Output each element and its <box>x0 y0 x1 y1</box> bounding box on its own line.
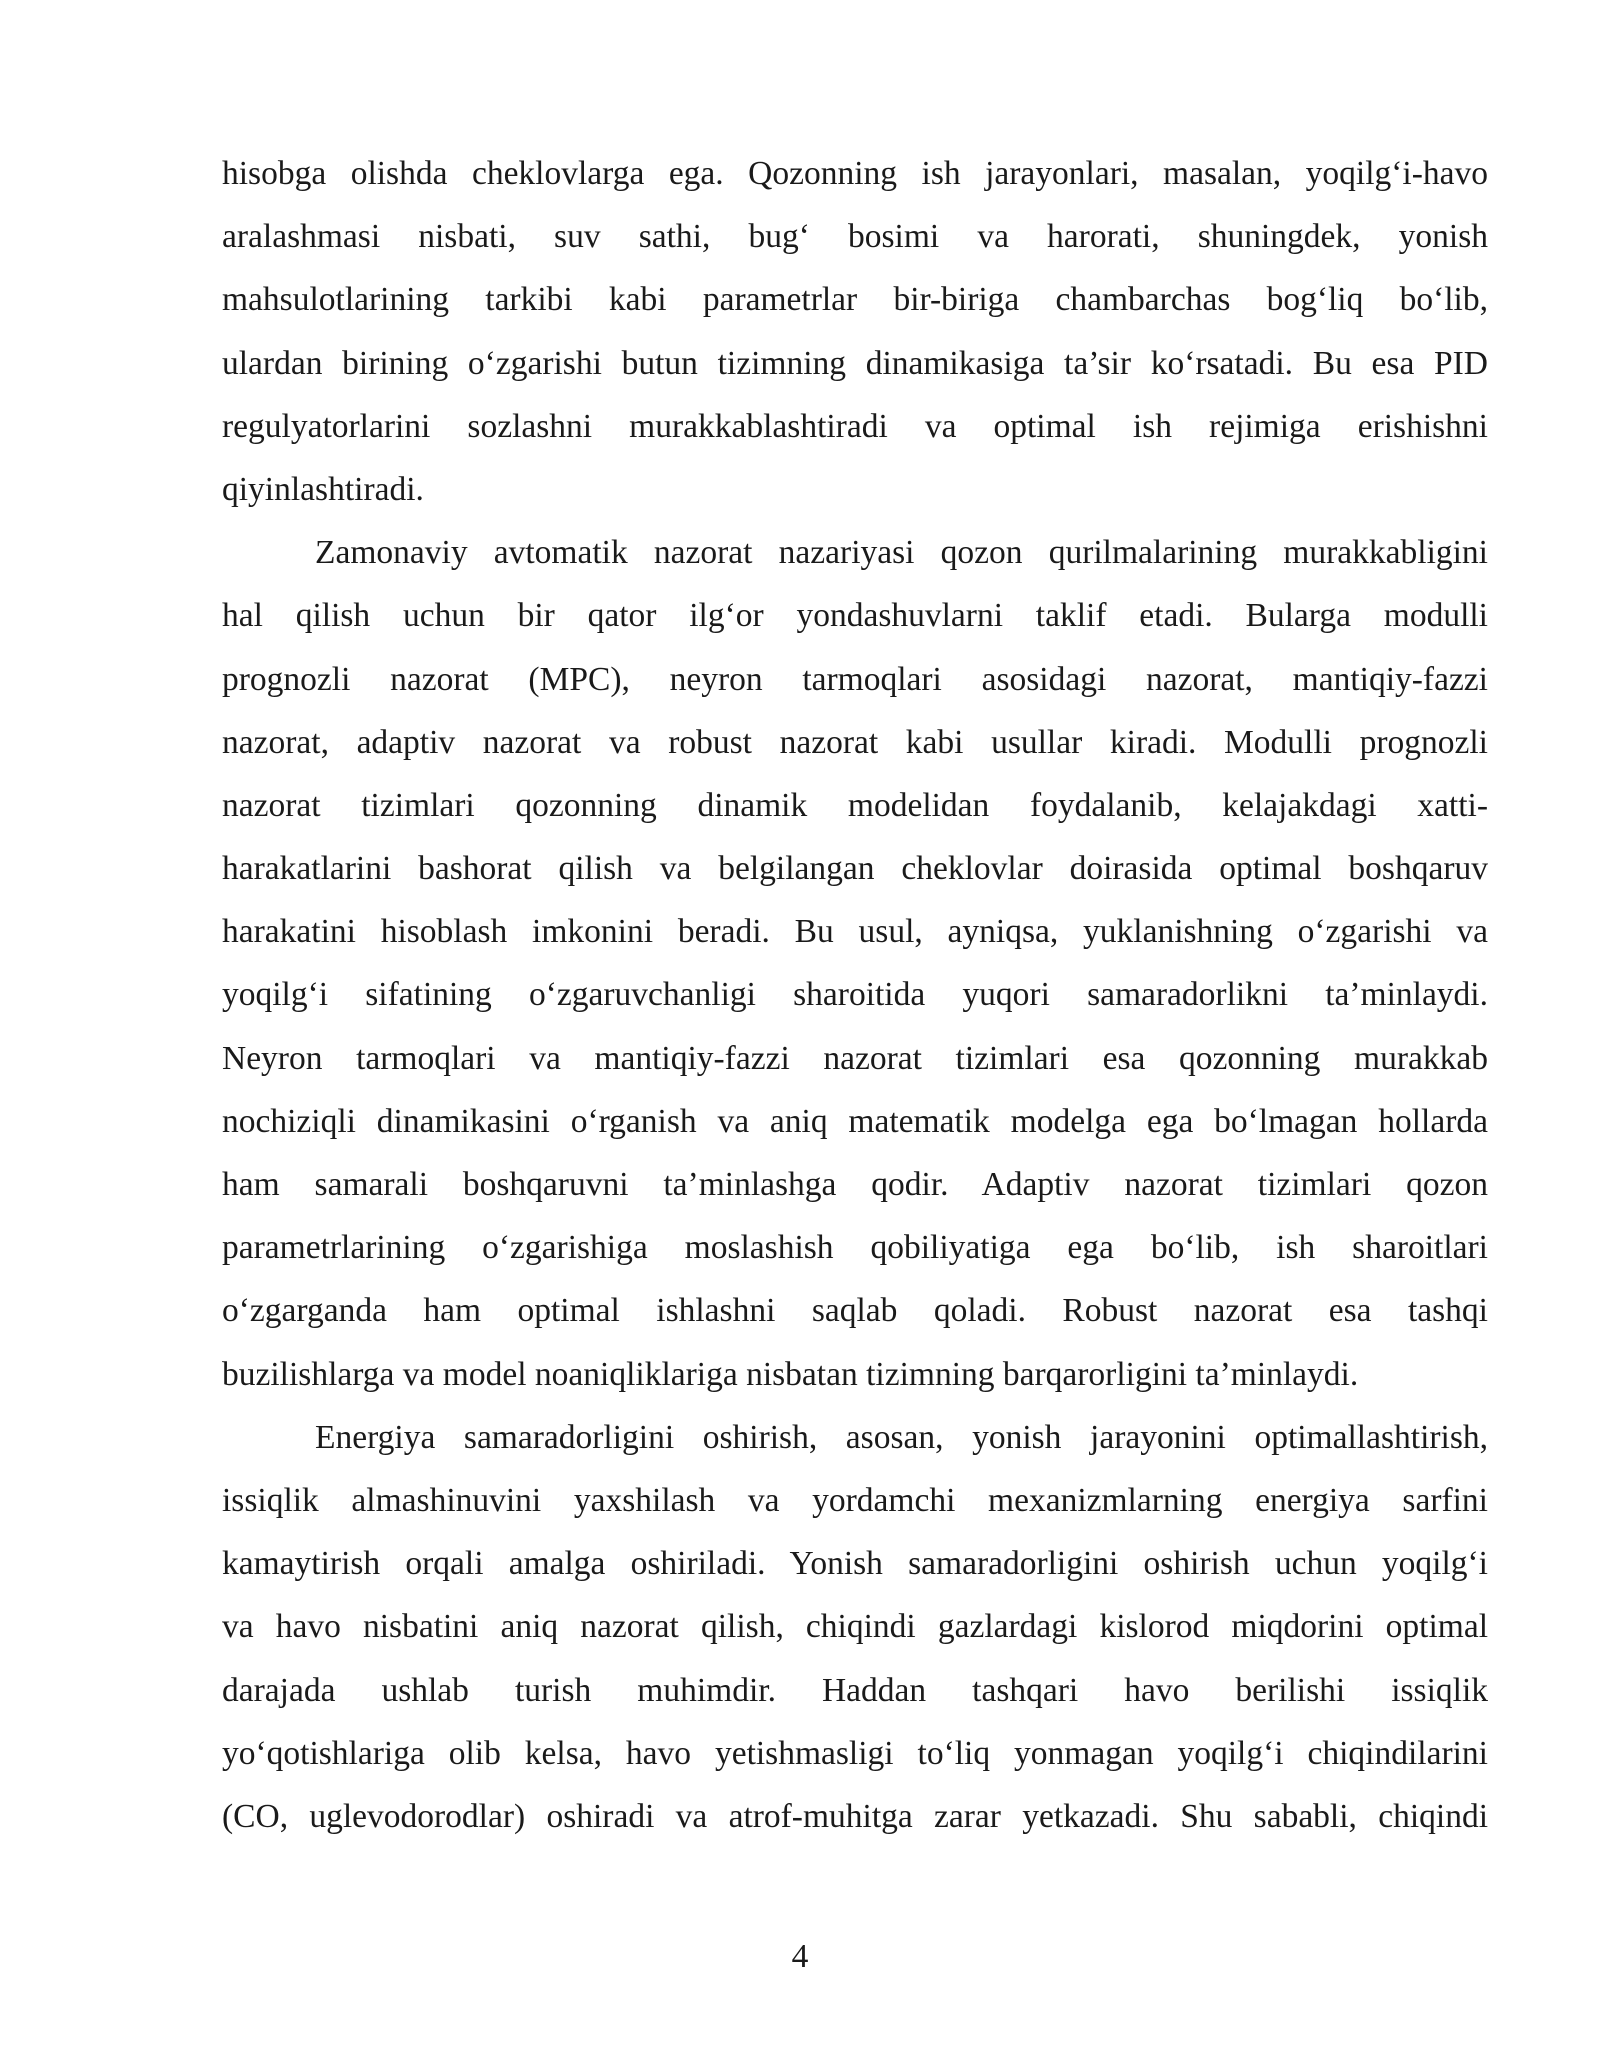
paragraph-first-line: Zamonaviy avtomatik nazorat nazariyasi qozon qurilmalarining murakkabligini <box>315 534 1488 572</box>
text-line: aralashmasi nisbati, suv sathi, bug‘ bosimi va harorati, shuningdek, yonish <box>222 218 1488 256</box>
text-line: yo‘qotishlariga olib kelsa, havo yetishmasligi to‘liq yonmagan yoqilg‘i chiqindilarini <box>222 1734 1488 1772</box>
text-line: hisobga olishda cheklovlarga ega. Qozonning ish jarayonlari, masalan, yoqilg‘i-havo <box>222 155 1488 192</box>
text-line: regulyatorlarini sozlashni murakkablashtiradi va optimal ish rejimiga erishishni <box>222 407 1488 445</box>
text-line: prognozli nazorat (MPC), neyron tarmoqlari asosidagi nazorat, mantiqiy-fazzi <box>222 660 1488 698</box>
page-number: 4 <box>791 1938 809 1975</box>
text-line: issiqlik almashinuvini yaxshilash va yordamchi mexanizmlarning energiya sarfini <box>222 1481 1488 1519</box>
text-line: nazorat tizimlari qozonning dinamik modelidan foydalanib, kelajakdagi xatti- <box>222 786 1488 824</box>
text-line: harakatini hisoblash imkonini beradi. Bu usul, ayniqsa, yuklanishning o‘zgarishi va <box>222 913 1488 951</box>
text-line: darajada ushlab turish muhimdir. Haddan tashqari havo berilishi issiqlik <box>222 1671 1488 1709</box>
text-line: buzilishlarga va model noaniqliklariga nisbatan tizimning barqarorligini ta’minlaydi. <box>222 1355 1359 1393</box>
text-line: va havo nisbatini aniq nazorat qilish, chiqindi gazlardagi kislorod miqdorini optimal <box>222 1608 1488 1646</box>
text-line: ulardan birining o‘zgarishi butun tizimning dinamikasiga ta’sir ko‘rsatadi. Bu esa PID <box>222 344 1488 382</box>
text-line: nochiziqli dinamikasini o‘rganish va aniq matematik modelga ega bo‘lmagan hollarda <box>222 1102 1488 1140</box>
text-line: nazorat, adaptiv nazorat va robust nazorat kabi usullar kiradi. Modulli prognozli <box>222 723 1488 761</box>
text-line: yoqilg‘i sifatining o‘zgaruvchanligi sharoitida yuqori samaradorlikni ta’minlaydi. <box>222 976 1488 1014</box>
text-line: kamaytirish orqali amalga oshiriladi. Yonish samaradorligini oshirish uchun yoqilg‘i <box>222 1545 1488 1583</box>
text-line: Neyron tarmoqlari va mantiqiy-fazzi nazorat tizimlari esa qozonning murakkab <box>222 1039 1488 1077</box>
text-line: qiyinlashtiradi. <box>222 470 424 508</box>
text-line: hal qilish uchun bir qator ilg‘or yondashuvlarni taklif etadi. Bularga modulli <box>222 597 1488 635</box>
paragraph-first-line: Energiya samaradorligini oshirish, asosan, yonish jarayonini optimallashtirish, <box>315 1418 1488 1456</box>
text-line: ham samarali boshqaruvni ta’minlashga qodir. Adaptiv nazorat tizimlari qozon <box>222 1166 1488 1203</box>
body-text <box>222 142 1488 1848</box>
text-line: (CO, uglevodorodlar) oshiradi va atrof-muhitga zarar yetkazadi. Shu sababli, chiqindi <box>222 1797 1488 1835</box>
text-line: harakatlarini bashorat qilish va belgilangan cheklovlar doirasida optimal boshqaruv <box>222 850 1488 888</box>
text-line: o‘zgarganda ham optimal ishlashni saqlab qoladi. Robust nazorat esa tashqi <box>222 1292 1488 1330</box>
text-line: mahsulotlarining tarkibi kabi parametrlar bir-biriga chambarchas bog‘liq bo‘lib, <box>222 281 1488 319</box>
text-line: parametrlarining o‘zgarishiga moslashish qobiliyatiga ega bo‘lib, ish sharoitlari <box>222 1229 1488 1267</box>
